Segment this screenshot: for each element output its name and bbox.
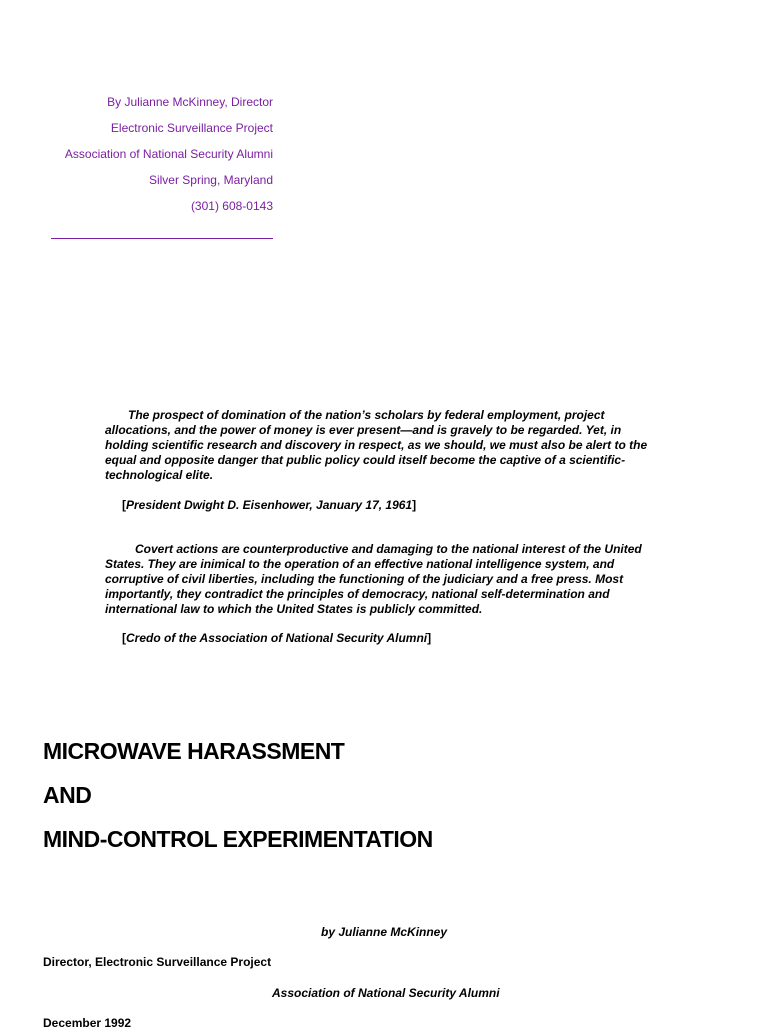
date-line: December 1992 (43, 1016, 132, 1030)
eisenhower-attribution-text: President Dwight D. Eisenhower, January 17, 1961 (126, 498, 413, 512)
eisenhower-quote: The prospect of domination of the nation’s scholars by federal employment, project allocations, and the power of money is ever present—and is gravely to be regarded. Yet, in holding scientific research and discovery in respect, as we should, we must also be alert to the equal and opposite danger that public policy could itself become the captive of a scientific-technological elite. (105, 408, 648, 482)
byline-location: Silver Spring, Maryland (148, 173, 273, 187)
credo-quote: Covert actions are counterproductive and damaging to the national interest of the United States. They are inimical to the operation of an effective national intelligence system, and corruptive of civil liberties, including the functioning of the judiciary and a free press. Most importantly, they contradict the principles of democracy, national self-determination and international law to which the United States is publicly committed. (105, 542, 642, 616)
byline-author: By Julianne McKinney, Director (107, 95, 273, 109)
association-line: Association of National Security Alumni (272, 986, 500, 1000)
title-line-2: AND (43, 782, 92, 808)
credo-attribution-text: Credo of the Association of National Security Alumni (126, 631, 428, 645)
title-line-3: MIND-CONTROL EXPERIMENTATION (43, 826, 433, 852)
author-line: by Julianne McKinney (321, 925, 448, 939)
director-line: Director, Electronic Surveillance Project (43, 955, 272, 969)
byline-association: Association of National Security Alumni (64, 147, 273, 161)
byline-project: Electronic Surveillance Project (110, 121, 273, 135)
eisenhower-attribution: [President Dwight D. Eisenhower, January 17, 1961] (122, 498, 417, 512)
byline-phone: (301) 608-0143 (190, 199, 273, 213)
credo-attribution: [Credo of the Association of National Security Alumni] (122, 631, 432, 645)
byline-divider (51, 238, 273, 239)
title-line-1: MICROWAVE HARASSMENT (43, 738, 345, 764)
